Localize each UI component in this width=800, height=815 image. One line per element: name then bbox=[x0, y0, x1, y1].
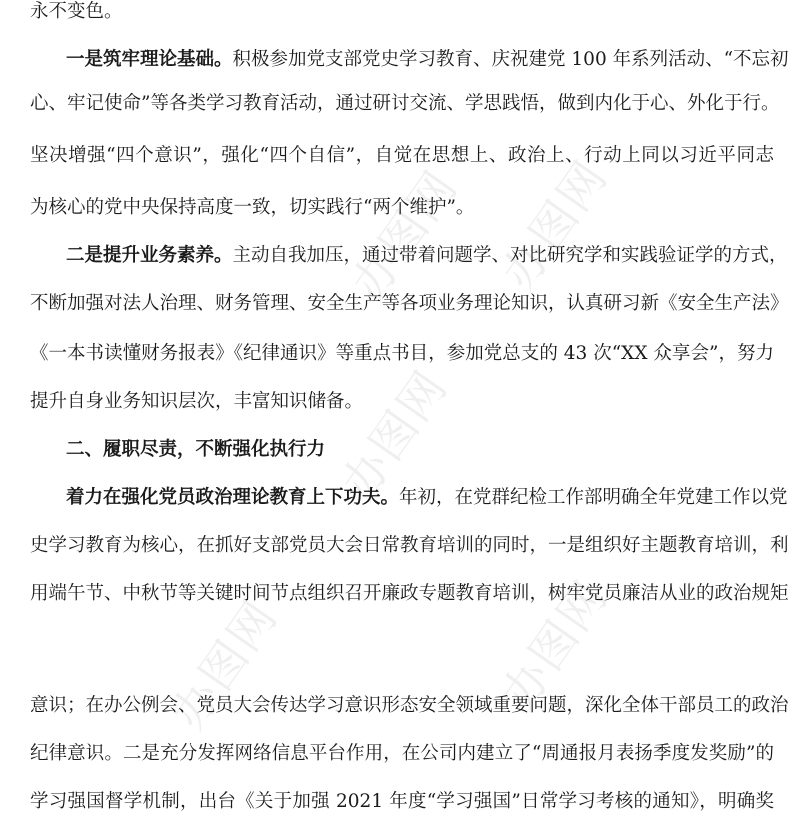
watermark: 办图网 bbox=[161, 590, 288, 740]
watermark: 办图网 bbox=[491, 150, 618, 300]
section-heading-text: 二、履职尽责，不断强化执行力 bbox=[66, 439, 326, 460]
paragraph-line: 用端午节、中秋节等关键时间节点组织召开廉政专题教育培训，树牢党员廉洁从业的政治规矩 bbox=[30, 583, 789, 604]
paragraph-heading: 一是筑牢理论基础。 bbox=[66, 49, 233, 70]
paragraph-line: 史学习教育为核心，在抓好支部党员大会日常教育培训的同时，一是组织好主题教育培训，利 bbox=[30, 535, 789, 556]
paragraph-line: 坚决增强“四个意识”，强化“四个自信”，自觉在思想上、政治上、行动上同以习近平同志 bbox=[30, 145, 774, 166]
paragraph-line: 意识；在办公例会、党员大会传达学习意识形态安全领域重要问题，深化全体干部员工的政治 bbox=[30, 695, 789, 716]
paragraph-text: 主动自我加压，通过带着问题学、对比研究学和实践验证学的方式， bbox=[232, 245, 788, 266]
paragraph-line: 《一本书读懂财务报表》《纪律通识》等重点书目，参加党总支的 43 次“XX 众享会”，努力 bbox=[30, 343, 774, 364]
paragraph-line bbox=[66, 485, 788, 511]
paragraph-line bbox=[30, 0, 774, 25]
paragraph-line bbox=[66, 243, 788, 269]
paragraph-text: 积极参加党支部党史学习教育、庆祝建党 100 年系列活动、“不忘初 bbox=[232, 49, 789, 70]
paragraph-line: 不断加强对法人治理、财务管理、安全生产等各项业务理论知识，认真研习新《安全生产法》 bbox=[30, 293, 789, 314]
watermark: 办图网 bbox=[341, 160, 468, 310]
paragraph-line: 心、牢记使命”等各类学习教育活动，通过研讨交流、学思践悟，做到内化于心、外化于行。 bbox=[30, 93, 780, 114]
paragraph-line: 纪律意识。二是充分发挥网络信息平台作用，在公司内建立了“周通报月表扬季度发奖励”的 bbox=[30, 743, 774, 764]
paragraph-line: 为核心的党中央保持高度一致，切实践行“两个维护”。 bbox=[30, 197, 475, 218]
section-heading bbox=[66, 437, 774, 463]
watermark: 办图网 bbox=[331, 360, 458, 510]
paragraph-line: 学习强国督学机制，出台《关于加强 2021 年度“学习强国”日常学习考核的通知》，明确奖 bbox=[30, 791, 774, 812]
paragraph-text: 永不变色。 bbox=[30, 1, 123, 22]
watermark: 办图网 bbox=[491, 570, 618, 720]
paragraph-heading: 二是提升业务素养。 bbox=[66, 245, 233, 266]
paragraph-line bbox=[66, 47, 789, 73]
paragraph-line: 提升自身业务知识层次，丰富知识储备。 bbox=[30, 391, 364, 412]
paragraph-text: 年初，在党群纪检工作部明确全年党建工作以党 bbox=[399, 487, 788, 508]
paragraph-heading: 着力在强化党员政治理论教育上下功夫。 bbox=[66, 487, 400, 508]
